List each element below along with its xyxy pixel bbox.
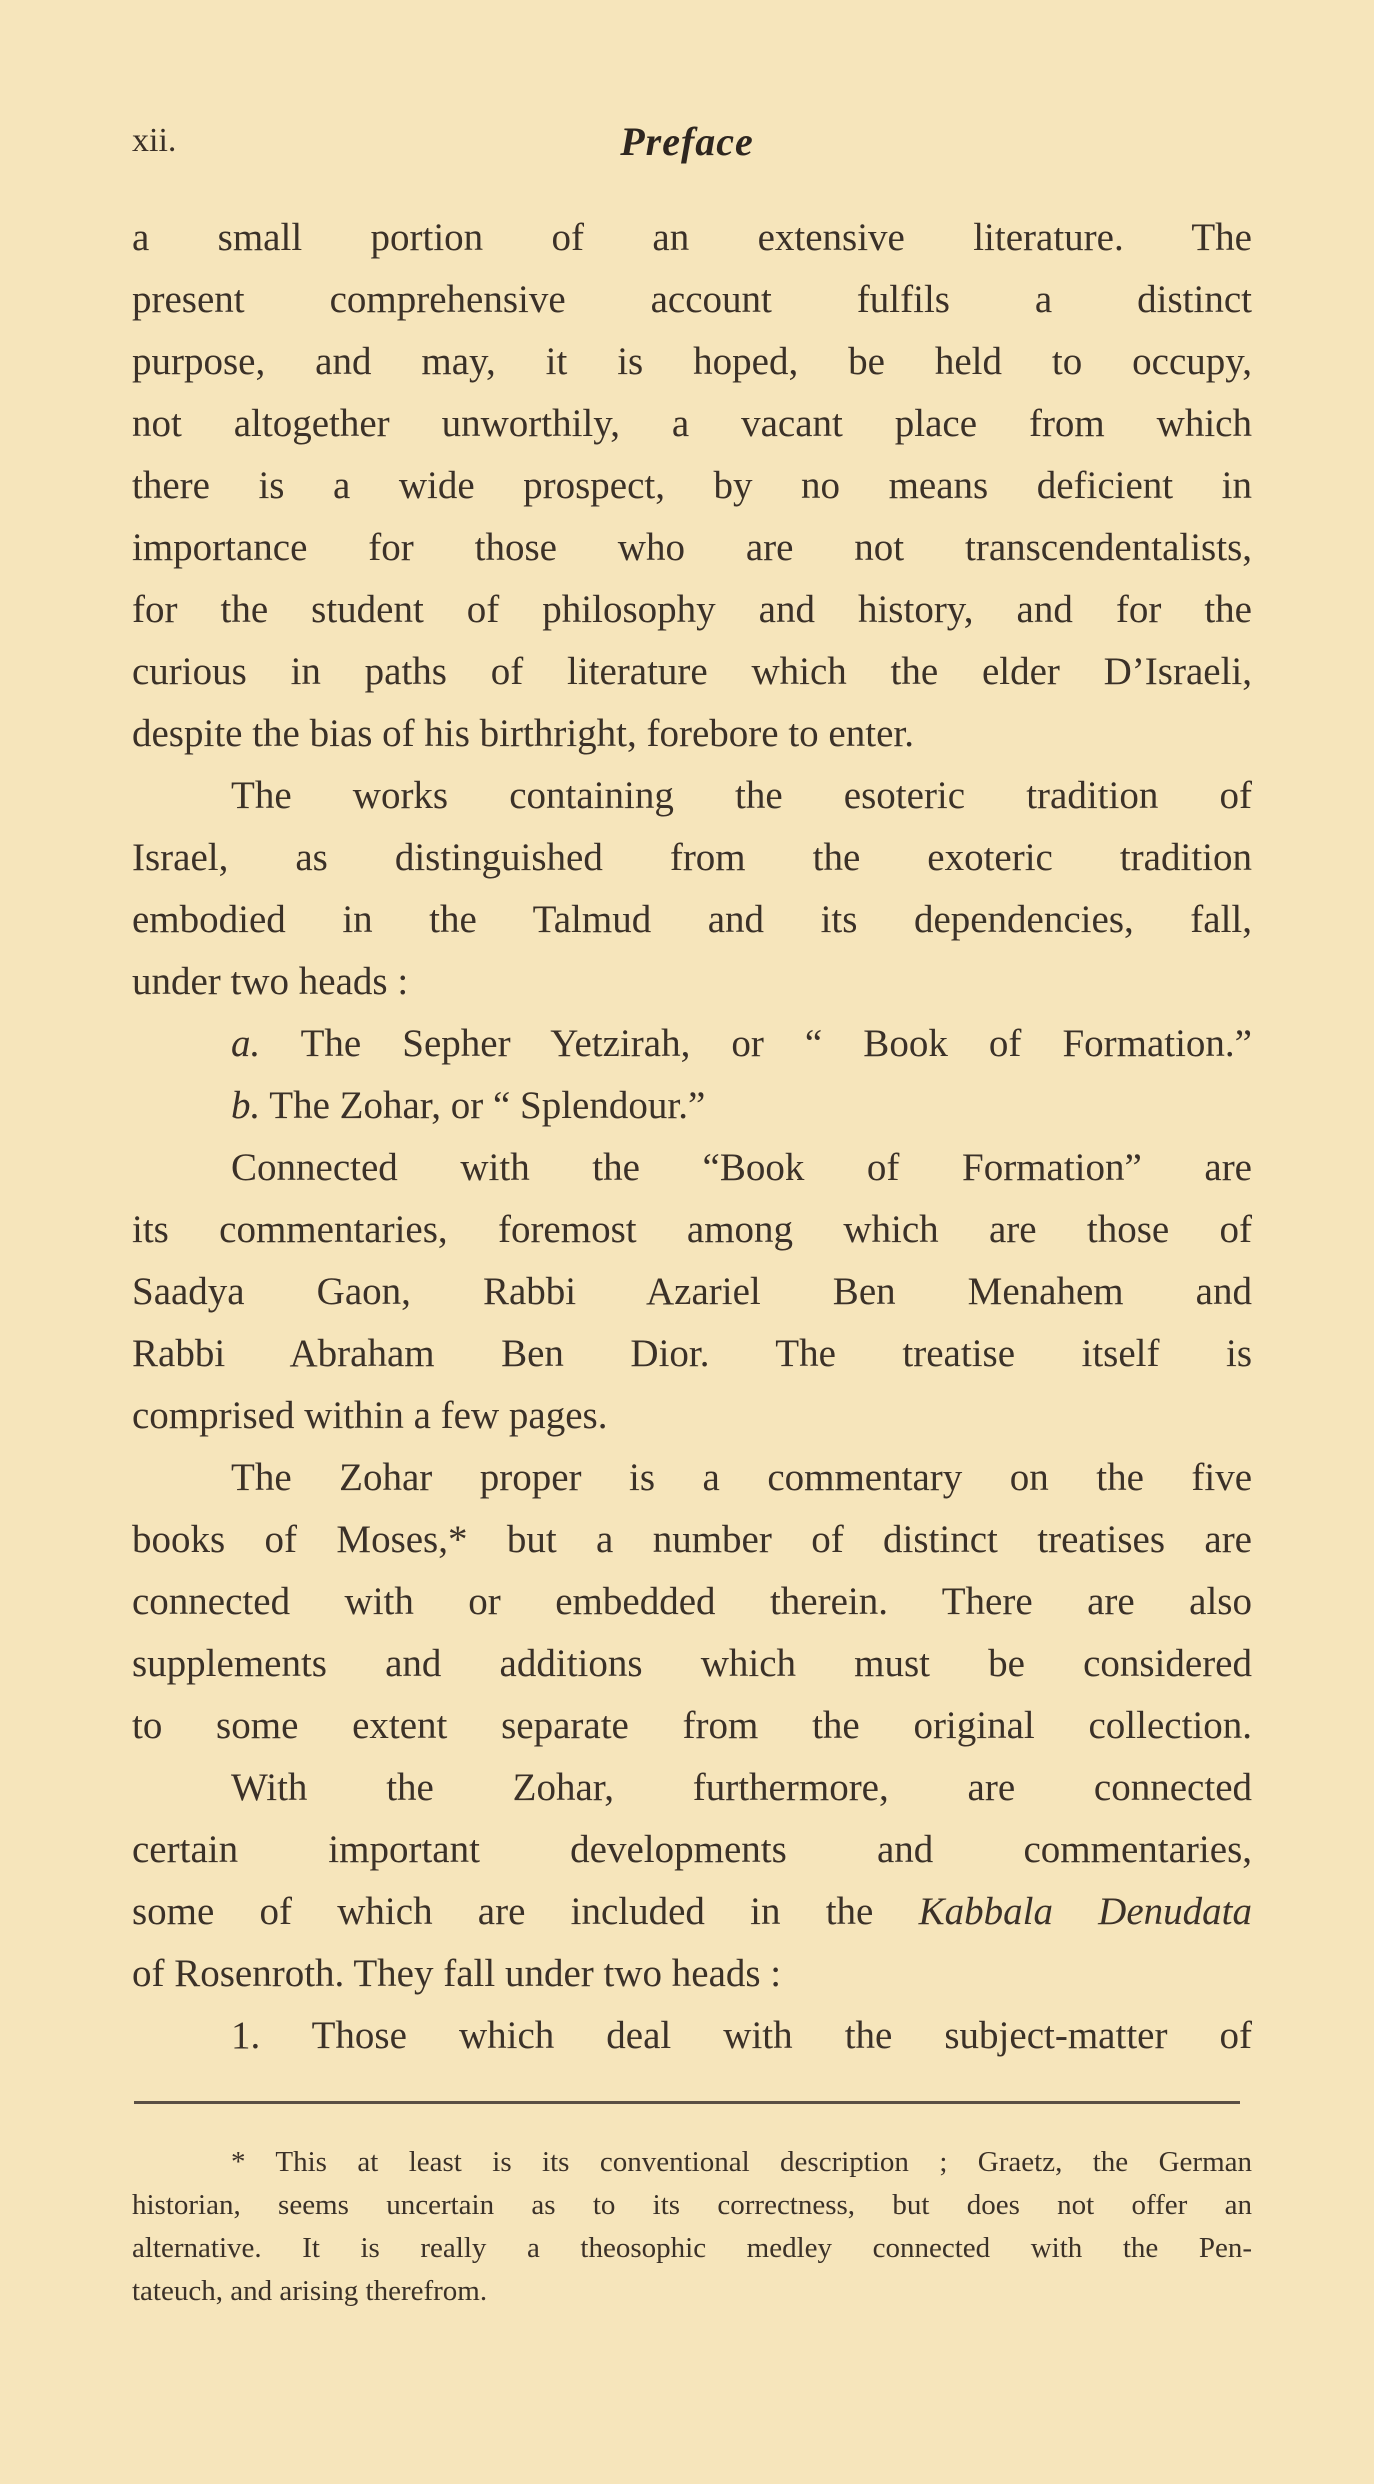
line-text: of Rosenroth. They fall under two heads : <box>132 1952 782 1995</box>
text-line <box>132 1819 1252 1881</box>
line-text: The Sepher Yetzirah, or “ Book of Formation.” <box>260 1022 1252 1065</box>
line-text: purpose, and may, it is hoped, be held to occupy, <box>132 340 1252 383</box>
line-text: historian, seems uncertain as to its correctness, but does not offer an <box>132 2189 1252 2221</box>
text-line <box>132 1075 1252 1137</box>
line-text: The works containing the esoteric tradition of <box>231 774 1252 817</box>
text-line <box>132 951 1252 1013</box>
text-line <box>132 1509 1252 1571</box>
line-text: The Zohar, or “ Splendour.” <box>260 1084 706 1127</box>
text-line <box>132 765 1252 827</box>
text-line <box>132 1013 1252 1075</box>
text-line <box>132 1199 1252 1261</box>
line-text: comprised within a few pages. <box>132 1394 608 1437</box>
line-text: under two heads : <box>132 960 409 1003</box>
list-marker: a. <box>231 1022 261 1065</box>
text-line <box>132 1571 1252 1633</box>
text-line <box>132 2005 1252 2067</box>
footnote-line <box>132 2184 1252 2227</box>
line-text: present comprehensive account fulfils a distinct <box>132 278 1252 321</box>
text-line <box>132 517 1252 579</box>
text-line <box>132 1757 1252 1819</box>
line-text: certain important developments and commentaries, <box>132 1828 1252 1871</box>
line-text: to some extent separate from the original collection. <box>132 1704 1252 1747</box>
list-marker: b. <box>231 1084 261 1127</box>
line-text: books of Moses,* but a number of distinct treatises are <box>132 1518 1252 1561</box>
text-line <box>132 1943 1252 2005</box>
italic-title: Kabbala Denudata <box>918 1890 1252 1933</box>
line-text: Israel, as distinguished from the exoteric tradition <box>132 836 1252 879</box>
line-text: Connected with the “Book of Formation” are <box>231 1146 1252 1189</box>
text-line <box>132 1447 1252 1509</box>
line-text: 1. Those which deal with the subject-matter of <box>231 2014 1252 2057</box>
line-text: embodied in the Talmud and its dependencies, fall, <box>132 898 1252 941</box>
running-title: Preface <box>620 119 754 164</box>
footnote-line <box>132 2227 1252 2270</box>
line-text: With the Zohar, furthermore, are connected <box>231 1766 1252 1809</box>
footnote-divider <box>134 2101 1240 2104</box>
text-line <box>132 207 1252 269</box>
line-text: its commentaries, foremost among which are those of <box>132 1208 1252 1251</box>
text-line <box>132 455 1252 517</box>
line-text: curious in paths of literature which the elder D’Israeli, <box>132 650 1252 693</box>
page-number: xii. <box>132 122 177 159</box>
text-line <box>132 1137 1252 1199</box>
line-text: there is a wide prospect, by no means deficient in <box>132 464 1252 507</box>
text-line <box>132 827 1252 889</box>
text-line <box>132 1695 1252 1757</box>
text-line <box>132 579 1252 641</box>
footnote-line <box>132 2141 1252 2184</box>
text-line <box>132 1261 1252 1323</box>
line-text: importance for those who are not transcendentalists, <box>132 526 1252 569</box>
text-line <box>132 1633 1252 1695</box>
line-text: tateuch, and arising therefrom. <box>132 2275 488 2307</box>
text-line <box>132 1881 1252 1943</box>
text-line <box>132 889 1252 951</box>
line-text: The Zohar proper is a commentary on the five <box>231 1456 1252 1499</box>
line-text: some of which are included in the <box>132 1890 919 1933</box>
line-text: Rabbi Abraham Ben Dior. The treatise itself is <box>132 1332 1252 1375</box>
body-text <box>132 207 1252 2067</box>
footnote <box>132 2141 1252 2313</box>
text-line <box>132 331 1252 393</box>
line-text: connected with or embedded therein. There are also <box>132 1580 1252 1623</box>
line-text: not altogether unworthily, a vacant place from which <box>132 402 1252 445</box>
line-text: despite the bias of his birthright, forebore to enter. <box>132 712 914 755</box>
line-text: supplements and additions which must be considered <box>132 1642 1252 1685</box>
line-text: a small portion of an extensive literature. The <box>132 216 1252 259</box>
text-line <box>132 703 1252 765</box>
text-line <box>132 641 1252 703</box>
line-text: Saadya Gaon, Rabbi Azariel Ben Menahem and <box>132 1270 1252 1313</box>
line-text: for the student of philosophy and history, and for the <box>132 588 1252 631</box>
text-line <box>132 393 1252 455</box>
text-line <box>132 1323 1252 1385</box>
text-line <box>132 1385 1252 1447</box>
footnote-line <box>132 2270 1252 2313</box>
line-text: alternative. It is really a theosophic medley connected with the Pen- <box>132 2232 1252 2264</box>
line-text: * This at least is its conventional description ; Graetz, the German <box>231 2146 1252 2178</box>
text-line <box>132 269 1252 331</box>
